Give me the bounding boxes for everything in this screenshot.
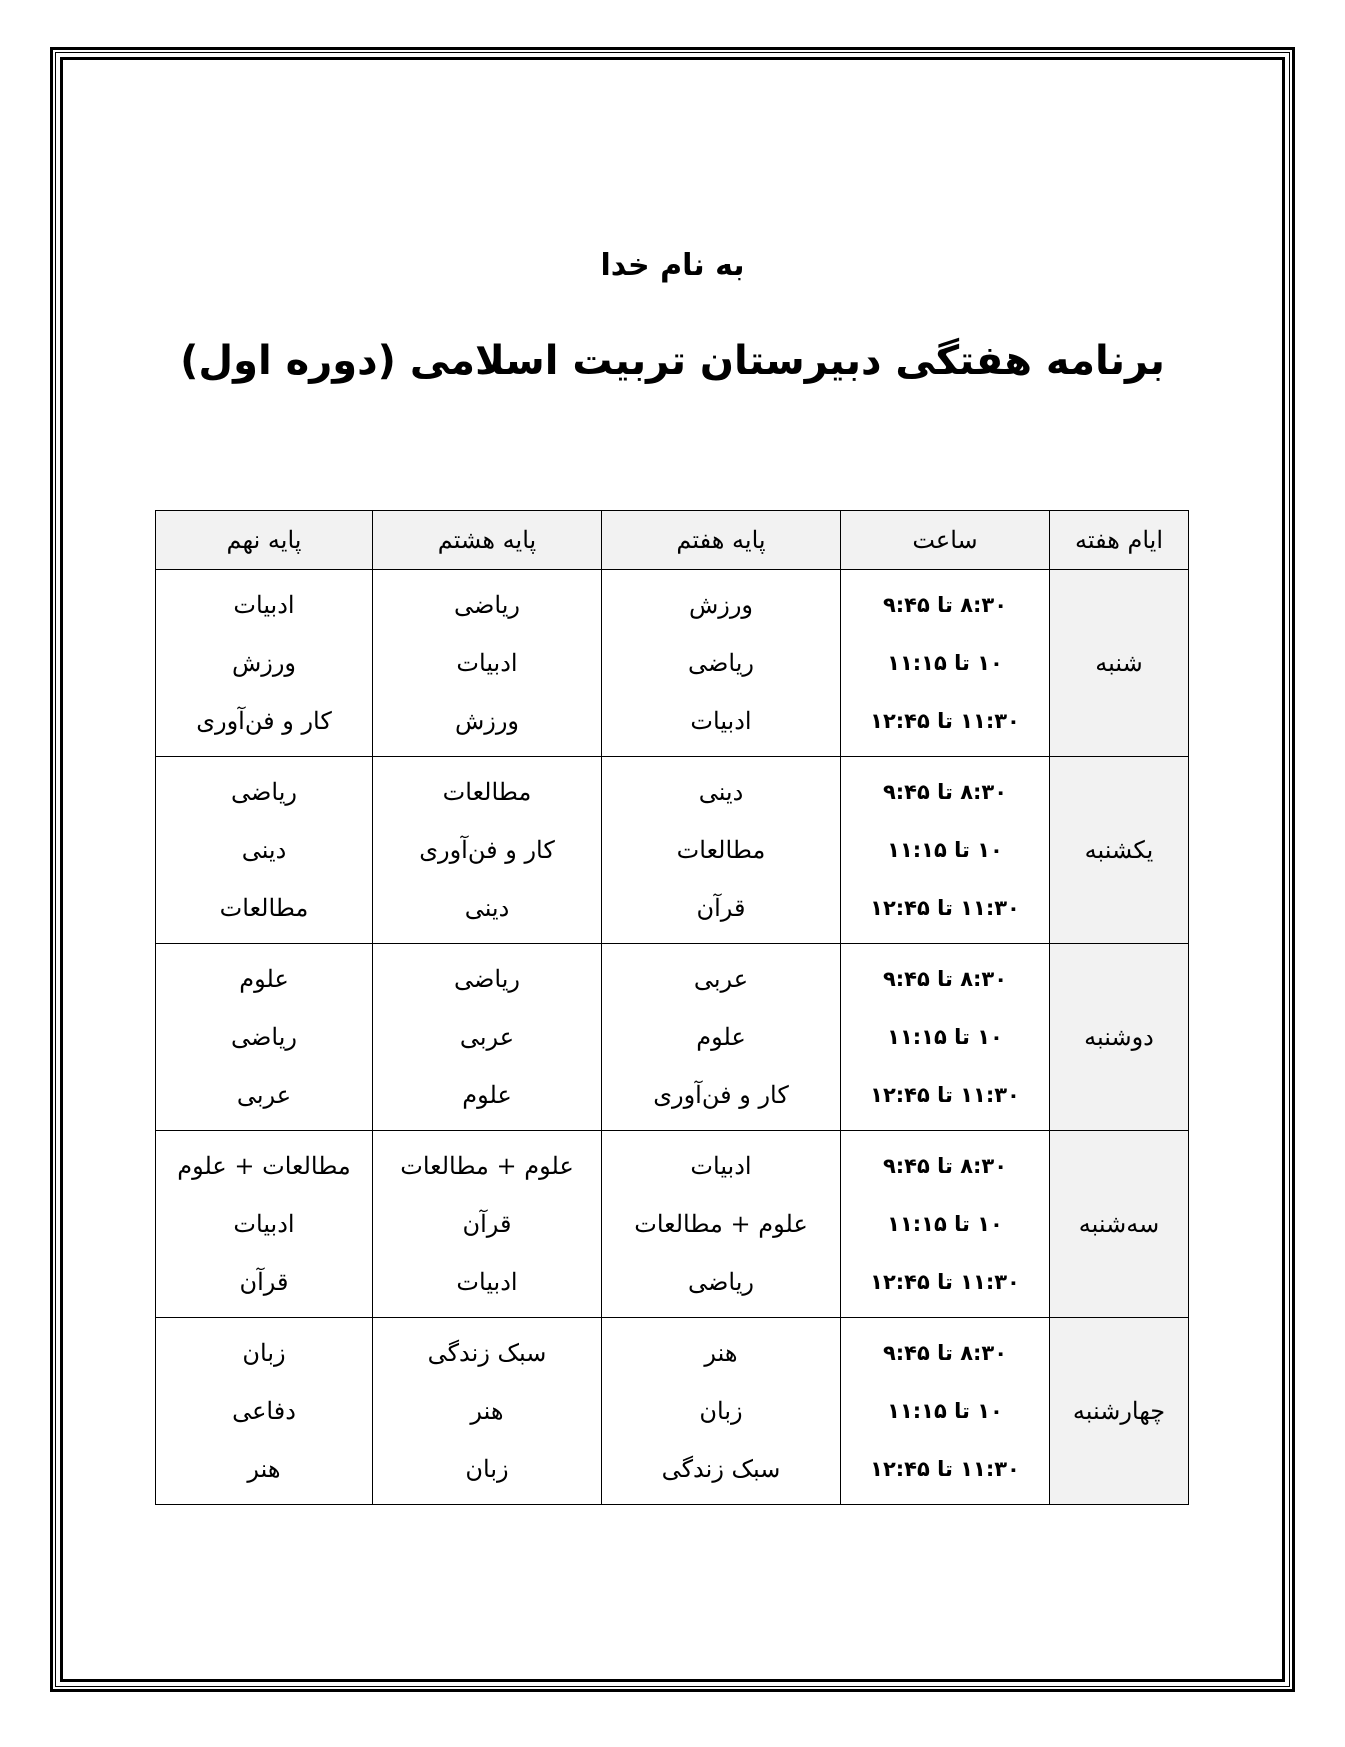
subject: قرآن: [462, 1210, 512, 1238]
table-row: [156, 570, 1189, 757]
time-slot: ۸:۳۰ تا ۹:۴۵: [882, 593, 1008, 617]
subject: عربی: [693, 965, 749, 993]
time-slot: ۱۰ تا ۱۱:۱۵: [887, 1212, 1003, 1236]
grade8-cell: [373, 944, 602, 1131]
time-cell: [841, 944, 1050, 1131]
subject: علوم: [239, 965, 289, 993]
subject: دینی: [241, 836, 287, 864]
subject: زبان: [699, 1397, 743, 1425]
subject: کار و فن‌آوری: [653, 1081, 789, 1109]
grade7-cell: [602, 1131, 841, 1318]
grade9-cell: [156, 1318, 373, 1505]
subject: کار و فن‌آوری: [419, 836, 555, 864]
time-slot: ۸:۳۰ تا ۹:۴۵: [882, 780, 1008, 804]
time-slot: ۸:۳۰ تا ۹:۴۵: [882, 967, 1008, 991]
grade9-cell: [156, 757, 373, 944]
time-slot: ۸:۳۰ تا ۹:۴۵: [882, 1341, 1008, 1365]
grade7-cell: [602, 757, 841, 944]
subject: قرآن: [696, 894, 746, 922]
time-slot: ۸:۳۰ تا ۹:۴۵: [882, 1154, 1008, 1178]
subject: ادبیات: [456, 1268, 518, 1296]
header-grade9: پایه نهم: [156, 511, 373, 570]
subject: ریاضی: [454, 965, 520, 993]
grade8-cell: [373, 570, 602, 757]
subject: ادبیات: [233, 1210, 295, 1238]
subject: مطالعات: [442, 778, 532, 806]
subject: ریاضی: [688, 1268, 754, 1296]
subject: ورزش: [454, 707, 520, 735]
subject: سبک زندگی: [427, 1339, 547, 1367]
subject: علوم + مطالعات: [400, 1152, 574, 1180]
subject: دینی: [464, 894, 510, 922]
subject: دینی: [698, 778, 744, 806]
subject: هنر: [704, 1339, 738, 1367]
time-cell: [841, 757, 1050, 944]
time-slot: ۱۱:۳۰ تا ۱۲:۴۵: [870, 1083, 1020, 1107]
subject: مطالعات: [676, 836, 766, 864]
time-slot: ۱۰ تا ۱۱:۱۵: [887, 1025, 1003, 1049]
subject: ریاضی: [231, 778, 297, 806]
table-header-row: [156, 511, 1189, 570]
grade9-cell: [156, 570, 373, 757]
weekly-schedule-table: [155, 510, 1189, 1505]
document-title: برنامه هفتگی دبیرستان تربیت اسلامی (دوره اول): [180, 338, 1165, 384]
day-cell: دوشنبه: [1050, 944, 1189, 1131]
subject: هنر: [470, 1397, 504, 1425]
subject: زبان: [465, 1455, 509, 1483]
subject: ریاضی: [688, 649, 754, 677]
grade7-cell: [602, 1318, 841, 1505]
subject: ادبیات: [690, 707, 752, 735]
grade7-cell: [602, 944, 841, 1131]
table-row: [156, 1318, 1189, 1505]
time-cell: [841, 1318, 1050, 1505]
time-slot: ۱۰ تا ۱۱:۱۵: [887, 651, 1003, 675]
time-slot: ۱۰ تا ۱۱:۱۵: [887, 1399, 1003, 1423]
subject: کار و فن‌آوری: [196, 707, 332, 735]
table-row: [156, 757, 1189, 944]
day-cell: چهارشنبه: [1050, 1318, 1189, 1505]
subject: ادبیات: [456, 649, 518, 677]
table-row: [156, 944, 1189, 1131]
day-cell: یکشنبه: [1050, 757, 1189, 944]
subject: علوم + مطالعات: [634, 1210, 808, 1238]
grade9-cell: [156, 944, 373, 1131]
subject: مطالعات + علوم: [177, 1152, 351, 1180]
subject: ریاضی: [231, 1023, 297, 1051]
subject: علوم: [696, 1023, 746, 1051]
header-time: ساعت: [841, 511, 1050, 570]
subject: قرآن: [239, 1268, 289, 1296]
table-row: [156, 1131, 1189, 1318]
subject: عربی: [236, 1081, 292, 1109]
subject: ادبیات: [233, 591, 295, 619]
time-slot: ۱۱:۳۰ تا ۱۲:۴۵: [870, 709, 1020, 733]
basmala-heading: به نام خدا: [600, 248, 745, 283]
subject: زبان: [242, 1339, 286, 1367]
subject: ورزش: [231, 649, 297, 677]
subject: عربی: [459, 1023, 515, 1051]
header-day: ایام هفته: [1050, 511, 1189, 570]
time-cell: [841, 1131, 1050, 1318]
subject: ریاضی: [454, 591, 520, 619]
time-cell: [841, 570, 1050, 757]
time-slot: ۱۱:۳۰ تا ۱۲:۴۵: [870, 896, 1020, 920]
grade9-cell: [156, 1131, 373, 1318]
grade8-cell: [373, 757, 602, 944]
day-cell: شنبه: [1050, 570, 1189, 757]
subject: سبک زندگی: [661, 1455, 781, 1483]
subject: هنر: [247, 1455, 281, 1483]
time-slot: ۱۰ تا ۱۱:۱۵: [887, 838, 1003, 862]
header-grade7: پایه هفتم: [602, 511, 841, 570]
time-slot: ۱۱:۳۰ تا ۱۲:۴۵: [870, 1270, 1020, 1294]
subject: ادبیات: [690, 1152, 752, 1180]
header-grade8: پایه هشتم: [373, 511, 602, 570]
time-slot: ۱۱:۳۰ تا ۱۲:۴۵: [870, 1457, 1020, 1481]
subject: ورزش: [688, 591, 754, 619]
grade8-cell: [373, 1318, 602, 1505]
subject: دفاعی: [232, 1397, 296, 1425]
grade8-cell: [373, 1131, 602, 1318]
day-cell: سه‌شنبه: [1050, 1131, 1189, 1318]
subject: مطالعات: [219, 894, 309, 922]
subject: علوم: [462, 1081, 512, 1109]
grade7-cell: [602, 570, 841, 757]
